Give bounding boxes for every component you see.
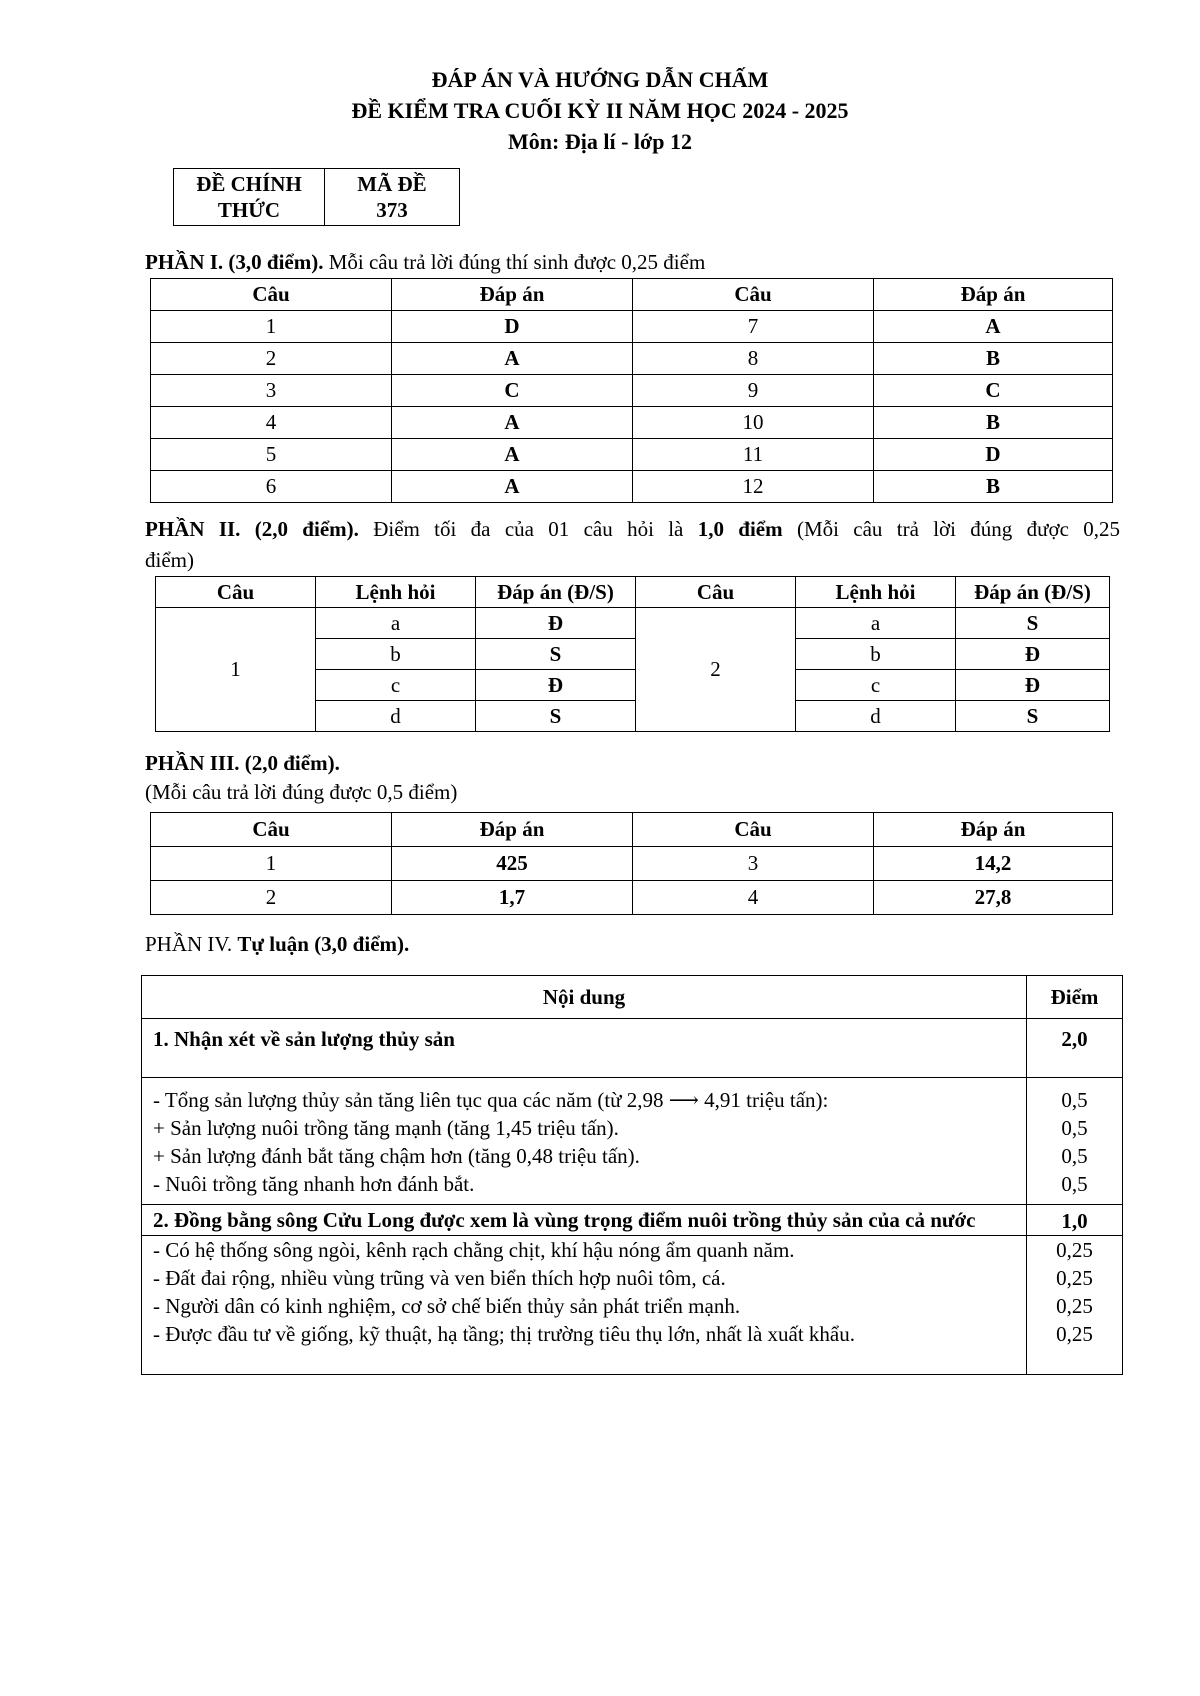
section1-title: 1. Nhận xét về sản lượng thủy sản [142, 1019, 1027, 1078]
table-row [142, 1205, 1123, 1236]
table-row: 1 425 3 14,2 [151, 847, 1113, 881]
section1-scores: 0,5 0,5 0,5 0,5 [1027, 1078, 1123, 1205]
table-row: 2 A 8 B [151, 343, 1113, 375]
table-row [142, 1078, 1123, 1205]
section2-title: 2. Đồng bằng sông Cửu Long được xem là vùng trọng điểm nuôi trồng thủy sản của cả nước [142, 1205, 1027, 1236]
part2-heading-continued: điểm) [145, 548, 194, 572]
question-number: 2 [636, 608, 796, 732]
header-cell: Câu [633, 279, 874, 311]
header-cell: Đáp án [392, 279, 633, 311]
part1-table [150, 278, 1113, 503]
table-header-row [151, 279, 1113, 311]
table-row: 1 a Đ 2 a S [156, 608, 1110, 639]
table-header-row: Câu Đáp án Câu Đáp án [151, 813, 1113, 847]
doc-subject-line: Môn: Địa lí - lớp 12 [508, 129, 692, 154]
part4-heading: PHẦN IV. Tự luận (3,0 điểm). [145, 932, 410, 956]
part4-table [141, 975, 1123, 1375]
section1-items: - Tổng sản lượng thủy sản tăng liên tục qua các năm (từ 2,98 ⟶ 4,91 triệu tấn): + Sản lượng nuôi trồng tăng mạnh (tăng 1,45 triệu tấn). + Sản lượng đánh bắt tăng chậm hơn (tăng 0,48 triệu tấn). - Nuôi trồng tăng nhanh hơn đánh bắt. [142, 1078, 1027, 1205]
part3-table [150, 812, 1113, 915]
table-row: b S b Đ [156, 639, 1110, 670]
header-cell: Đáp án [874, 279, 1113, 311]
exam-code: MÃ ĐỀ 373 [325, 169, 460, 226]
table-row: 2 1,7 4 27,8 [151, 881, 1113, 915]
table-row [142, 1019, 1123, 1078]
table-row: 5 A 11 D [151, 439, 1113, 471]
section2-score: 1,0 [1027, 1205, 1123, 1236]
table-header-row: Câu Lệnh hỏi Đáp án (Đ/S) Câu Lệnh hỏi Đáp án (Đ/S) [156, 577, 1110, 608]
doc-title-line1: ĐÁP ÁN VÀ HƯỚNG DẪN CHẤM [431, 67, 769, 92]
table-header-row: Nội dung Điểm [142, 976, 1123, 1019]
table-row: 4 A 10 B [151, 407, 1113, 439]
part2-table [155, 576, 1110, 732]
part2-heading: PHẦN II. (2,0 điểm). Điểm tối đa của 01 câu hỏi là 1,0 điểm (Mỗi câu trả lời đúng được 0,25 [145, 517, 1121, 541]
part1-heading: PHẦN I. (3,0 điểm). Mỗi câu trả lời đúng thí sinh được 0,25 điểm [145, 250, 706, 274]
section2-scores: 0,25 0,25 0,25 0,25 [1027, 1236, 1123, 1375]
table-row: 6 A 12 B [151, 471, 1113, 503]
table-row: 1 D 7 A [151, 311, 1113, 343]
part3-note: (Mỗi câu trả lời đúng được 0,5 điểm) [145, 780, 458, 804]
official-label: ĐỀ CHÍNH THỨC [174, 169, 325, 226]
section2-items: - Có hệ thống sông ngòi, kênh rạch chằng chịt, khí hậu nóng ẩm quanh năm. - Đất đai rộng, nhiều vùng trũng và ven biển thích hợp nuôi tôm, cá. - Người dân có kinh nghiệm, cơ sở chế biến thủy sản phát triển mạnh. - Được đầu tư về giống, kỹ thuật, hạ tầng; thị trường tiêu thụ lớn, nhất là xuất khẩu. [142, 1236, 1027, 1375]
header-cell: Câu [151, 279, 392, 311]
part3-heading: PHẦN III. (2,0 điểm). [145, 751, 340, 775]
doc-title-line2: ĐỀ KIỂM TRA CUỐI KỲ II NĂM HỌC 2024 - 2025 [351, 98, 849, 123]
table-row [142, 1236, 1123, 1375]
table-row: 3 C 9 C [151, 375, 1113, 407]
table-row: d S d S [156, 701, 1110, 732]
section1-score: 2,0 [1027, 1019, 1123, 1078]
question-number: 1 [156, 608, 316, 732]
table-row: c Đ c Đ [156, 670, 1110, 701]
official-code-box [173, 168, 460, 226]
